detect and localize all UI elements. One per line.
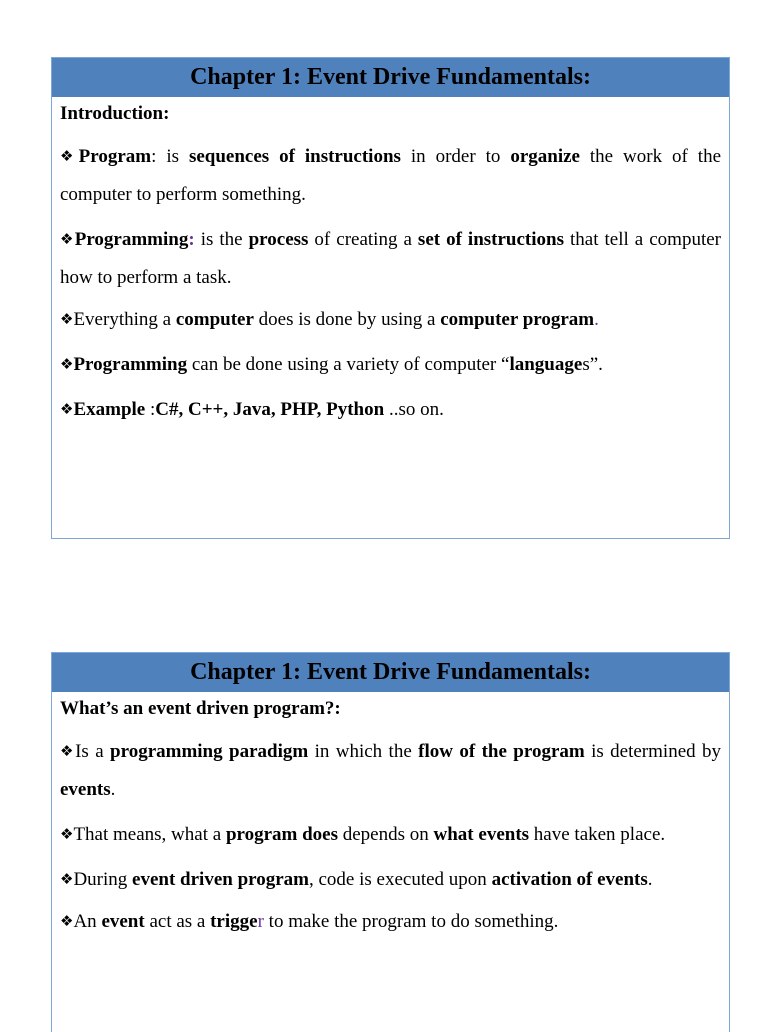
diamond-bullet-icon: ❖ — [60, 870, 74, 888]
bullet-text-run: Program — [78, 146, 152, 167]
bullet-text-run: have taken place. — [529, 824, 666, 845]
bullet-text-run: act as a — [144, 911, 211, 932]
bullet-text-run: process — [248, 229, 309, 250]
slide-1-header: Chapter 1: Event Drive Fundamentals: — [52, 58, 729, 97]
bullet-text-run: Example — [73, 399, 146, 420]
bullet-text-run: that tell a computer how to perform a task. — [60, 229, 721, 288]
bullet-text-run: Programming — [73, 354, 188, 375]
slide-2-body — [52, 692, 729, 938]
bullet-text-run: does is done by using a — [253, 309, 441, 330]
bullet-text-run: the work of the computer to perform something. — [60, 146, 721, 205]
bullet-item — [60, 905, 721, 938]
bullet-text-run: flow of the program — [418, 741, 585, 762]
bullet-text-run: trigge — [210, 911, 258, 932]
bullet-text-run: program does — [225, 824, 338, 845]
bullet-text-run: to make the program to do something. — [263, 911, 559, 932]
bullet-text-run: . — [647, 869, 653, 890]
bullet-text-run: event driven program — [132, 869, 309, 890]
bullet-text-run: set of instructions — [417, 229, 564, 250]
bullet-text-run: . — [110, 779, 116, 800]
diamond-bullet-icon: ❖ — [60, 912, 74, 930]
bullet-item — [60, 393, 721, 426]
bullet-text-run: computer program — [440, 309, 595, 330]
bullet-text-run: Everything a — [73, 309, 176, 330]
bullet-item — [60, 348, 721, 381]
bullet-text-run: r — [257, 911, 264, 932]
slide-1 — [51, 57, 730, 539]
bullet-text-run: depends on — [338, 824, 434, 845]
diamond-bullet-icon: ❖ — [60, 147, 79, 165]
slide-1-body — [52, 97, 729, 426]
slide-2 — [51, 652, 730, 1032]
bullet-text-run: event — [101, 911, 145, 932]
bullet-text-run: is determined by — [584, 741, 722, 762]
bullet-text-run: Is a — [75, 741, 111, 762]
bullet-text-run: events — [60, 779, 111, 800]
bullet-text-run: in order to — [400, 146, 511, 167]
bullet-item — [60, 732, 721, 809]
bullet-text-run: Programming — [74, 229, 189, 250]
slide-1-section-title: Introduction: — [60, 103, 170, 124]
bullet-text-run: organize — [510, 146, 580, 167]
bullet-text-run: C#, C++, Java, PHP, Python — [155, 399, 385, 420]
bullet-text-run: language — [509, 354, 583, 375]
bullet-text-run: : — [145, 399, 156, 420]
slide-1-bullet-list — [60, 137, 721, 426]
bullet-item — [60, 137, 721, 214]
bullet-text-run: An — [73, 911, 102, 932]
diamond-bullet-icon: ❖ — [60, 825, 74, 843]
bullet-item — [60, 303, 721, 336]
diamond-bullet-icon: ❖ — [60, 310, 74, 328]
bullet-text-run: what events — [433, 824, 530, 845]
slide-2-bullet-list — [60, 732, 721, 938]
bullet-text-run: in which the — [308, 741, 419, 762]
bullet-text-run: s”. — [582, 354, 603, 375]
bullet-text-run: . — [594, 309, 599, 330]
bullet-text-run: can be done using a variety of computer “ — [187, 354, 510, 375]
bullet-item — [60, 220, 721, 297]
bullet-text-run: : is — [151, 146, 189, 167]
bullet-text-run: : — [188, 229, 195, 250]
bullet-text-run: programming paradigm — [110, 741, 309, 762]
diamond-bullet-icon: ❖ — [60, 355, 74, 373]
bullet-item — [60, 860, 721, 899]
bullet-text-run: That means, what a — [73, 824, 226, 845]
bullet-text-run: ..so on. — [384, 399, 444, 420]
diamond-bullet-icon: ❖ — [60, 230, 75, 248]
bullet-text-run: During — [73, 869, 133, 890]
bullet-text-run: computer — [175, 309, 254, 330]
bullet-text-run: sequences of instructions — [188, 146, 401, 167]
slide-2-section-title: What’s an event driven program?: — [60, 698, 341, 719]
bullet-item — [60, 815, 721, 854]
diamond-bullet-icon: ❖ — [60, 742, 76, 760]
bullet-text-run: activation of events — [491, 869, 648, 890]
diamond-bullet-icon: ❖ — [60, 400, 74, 418]
bullet-text-run: is the — [194, 229, 249, 250]
slide-2-header: Chapter 1: Event Drive Fundamentals: — [52, 653, 729, 692]
bullet-text-run: of creating a — [308, 229, 418, 250]
bullet-text-run: , code is executed upon — [309, 869, 492, 890]
